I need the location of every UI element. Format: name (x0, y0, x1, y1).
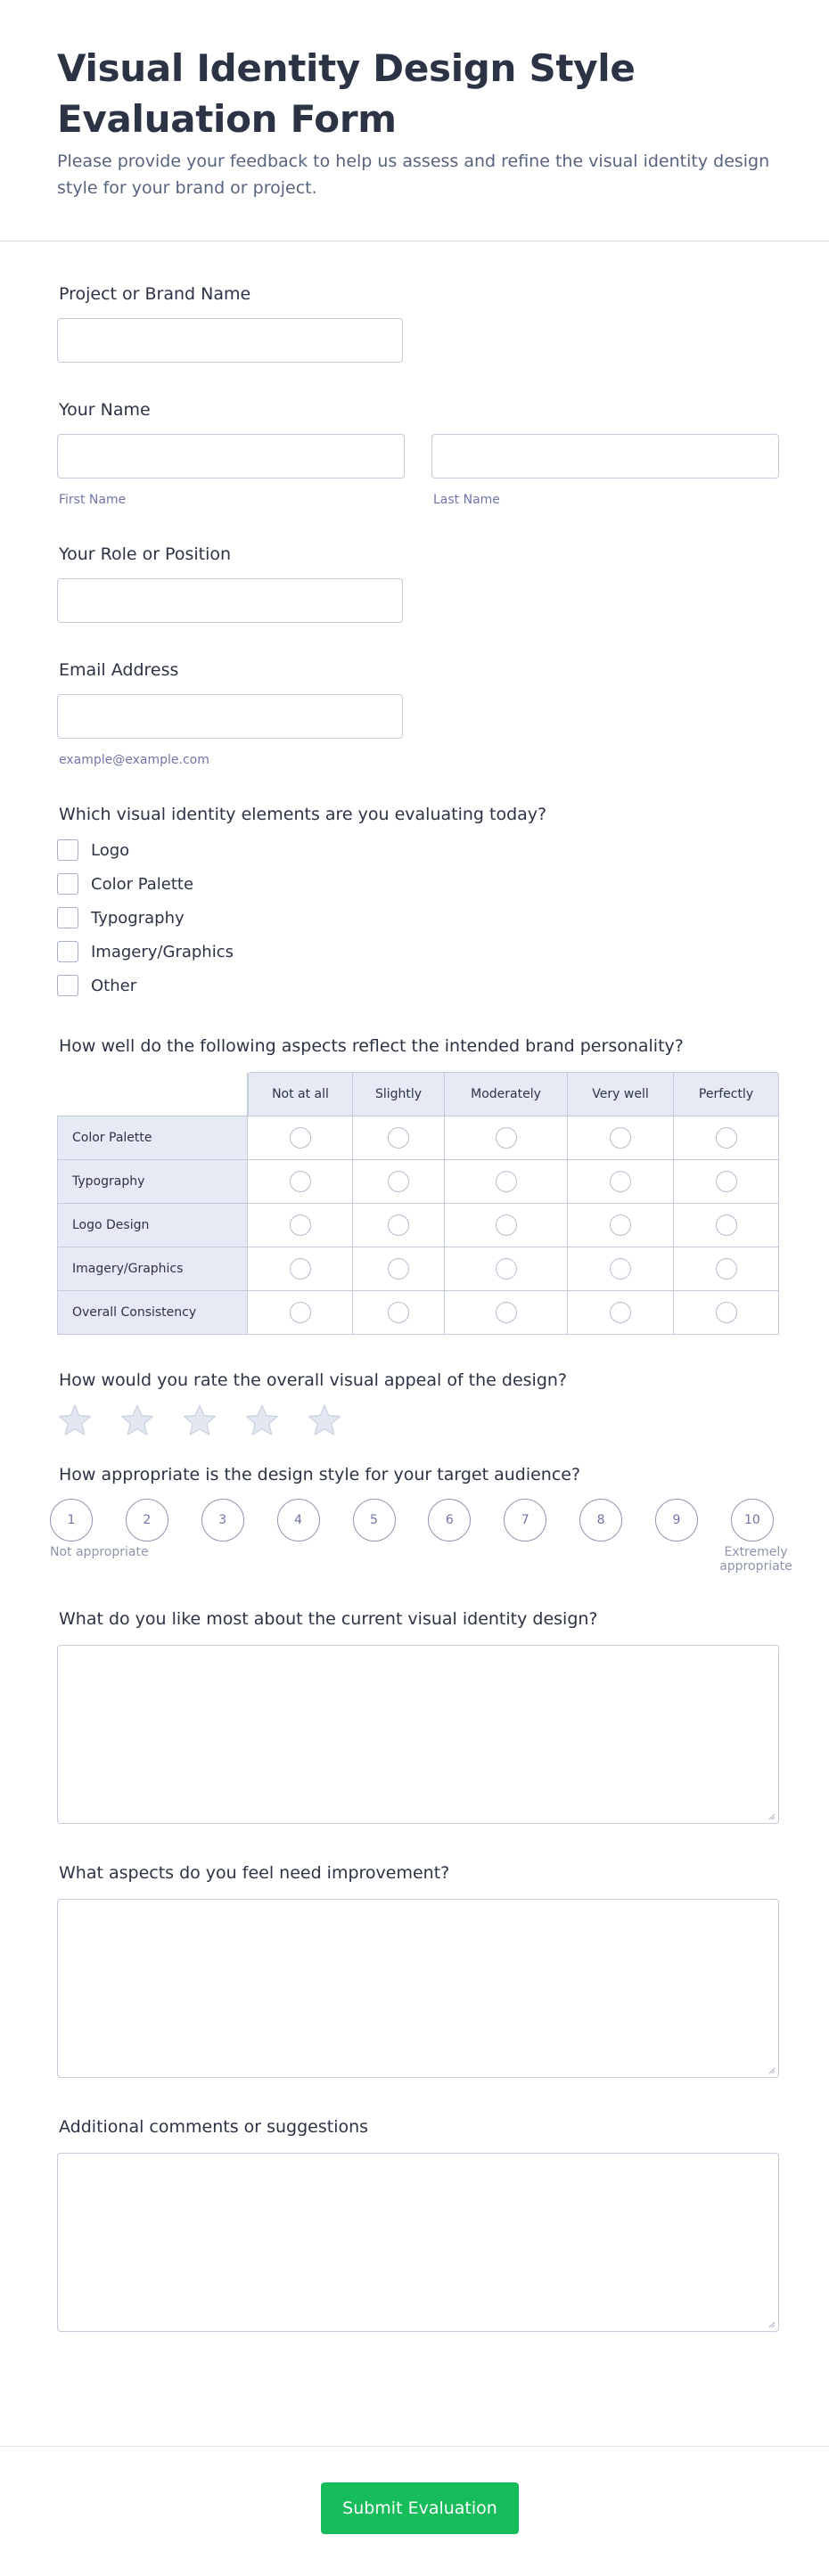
matrix-cell[interactable] (674, 1116, 779, 1160)
matrix-radio[interactable] (388, 1302, 409, 1323)
scale-max-label-line-2: appropriate (719, 1559, 792, 1574)
form-header (0, 0, 829, 241)
scale-option[interactable]: 3 (201, 1499, 244, 1542)
form-footer (0, 2446, 829, 2576)
matrix-radio[interactable] (388, 1214, 409, 1236)
matrix-cell[interactable] (248, 1204, 353, 1247)
project-field-group (57, 284, 779, 363)
matrix-cell[interactable] (674, 1204, 779, 1247)
improvement-textarea[interactable] (57, 1899, 779, 2078)
matrix-cell[interactable] (353, 1247, 445, 1291)
like-most-label: What do you like most about the current visual identity design? (59, 1609, 598, 1629)
last-name-input[interactable] (431, 434, 779, 478)
matrix-column-header: Moderately (445, 1072, 568, 1116)
checkbox[interactable] (57, 839, 78, 861)
checkbox-option-imagery[interactable] (57, 935, 779, 969)
role-field-group (57, 544, 779, 623)
scale-option[interactable]: 2 (126, 1499, 168, 1542)
name-field-group (57, 400, 779, 507)
scale-option[interactable]: 1 (50, 1499, 93, 1542)
matrix-radio[interactable] (496, 1214, 517, 1236)
matrix-row-label: Imagery/Graphics (57, 1247, 248, 1291)
matrix-row (57, 1204, 779, 1247)
project-input[interactable] (57, 318, 403, 363)
comments-label: Additional comments or suggestions (59, 2117, 369, 2137)
last-name-sublabel: Last Name (433, 493, 500, 507)
matrix-radio[interactable] (716, 1302, 737, 1323)
matrix-row (57, 1160, 779, 1204)
star-icon[interactable] (182, 1402, 218, 1438)
name-label: Your Name (59, 400, 151, 420)
matrix-cell[interactable] (353, 1116, 445, 1160)
checkbox-option-typography[interactable] (57, 901, 779, 935)
comments-field-group (57, 2117, 779, 2332)
email-input[interactable] (57, 694, 403, 739)
checkbox-label: Color Palette (91, 874, 194, 894)
matrix-column-header: Perfectly (674, 1072, 779, 1116)
checkbox-label: Other (91, 976, 137, 995)
star-icon[interactable] (307, 1402, 342, 1438)
email-label: Email Address (59, 660, 179, 680)
matrix-cell[interactable] (568, 1116, 674, 1160)
resize-grip-icon[interactable] (767, 1811, 776, 1820)
resize-grip-icon[interactable] (767, 2319, 776, 2328)
checkbox-label: Logo (91, 840, 130, 860)
scale-max-label-line-1: Extremely (724, 1545, 788, 1559)
checkbox[interactable] (57, 941, 78, 962)
elements-field-group (57, 805, 779, 1002)
matrix-radio[interactable] (610, 1302, 631, 1323)
matrix-field-group (57, 1036, 779, 1335)
scale-labels (50, 1545, 799, 1574)
matrix-row (57, 1291, 779, 1335)
improvement-field-group (57, 1863, 779, 2078)
project-label: Project or Brand Name (59, 284, 251, 304)
matrix-cell[interactable] (568, 1247, 674, 1291)
matrix-radio[interactable] (388, 1258, 409, 1280)
form-subtitle: Please provide your feedback to help us assess and refine the visual identity design style for your brand or project. (57, 151, 770, 198)
submit-button[interactable]: Submit Evaluation (321, 2482, 519, 2534)
scale-min-label: Not appropriate (50, 1545, 149, 1559)
matrix-radio[interactable] (610, 1171, 631, 1192)
matrix-radio[interactable] (496, 1127, 517, 1149)
rating-field-group (57, 1370, 779, 1438)
matrix-row-label: Logo Design (57, 1204, 248, 1247)
matrix-cell[interactable] (353, 1291, 445, 1335)
scale-label: How appropriate is the design style for your target audience? (59, 1465, 581, 1484)
resize-grip-icon[interactable] (767, 2065, 776, 2074)
checkbox-label: Typography (91, 908, 185, 928)
matrix-radio[interactable] (290, 1302, 311, 1323)
matrix-cell[interactable] (445, 1160, 568, 1204)
matrix-cell[interactable] (568, 1160, 674, 1204)
matrix-cell[interactable] (674, 1160, 779, 1204)
improvement-label: What aspects do you feel need improvement? (59, 1863, 450, 1883)
matrix-cell[interactable] (353, 1204, 445, 1247)
matrix-radio[interactable] (388, 1127, 409, 1149)
matrix-cell[interactable] (248, 1160, 353, 1204)
elements-label: Which visual identity elements are you evaluating today? (59, 805, 547, 824)
like-most-field-group (57, 1609, 779, 1824)
star-icon[interactable] (119, 1402, 155, 1438)
matrix-cell[interactable] (674, 1291, 779, 1335)
comments-textarea[interactable] (57, 2153, 779, 2332)
matrix-cell[interactable] (445, 1116, 568, 1160)
checkbox[interactable] (57, 975, 78, 996)
scale-field-group (50, 1465, 792, 1574)
matrix-column-header: Very well (568, 1072, 674, 1116)
first-name-sublabel: First Name (59, 493, 127, 507)
matrix-radio[interactable] (496, 1258, 517, 1280)
matrix-radio[interactable] (496, 1171, 517, 1192)
matrix-cell[interactable] (248, 1291, 353, 1335)
matrix-radio[interactable] (716, 1171, 737, 1192)
scale-option[interactable]: 7 (504, 1499, 546, 1542)
scale-option[interactable]: 6 (428, 1499, 471, 1542)
checkbox[interactable] (57, 907, 78, 928)
checkbox-label: Imagery/Graphics (91, 942, 234, 961)
matrix-cell[interactable] (568, 1291, 674, 1335)
matrix-row-label: Overall Consistency (57, 1291, 248, 1335)
matrix-corner (57, 1072, 248, 1116)
scale-option[interactable]: 8 (579, 1499, 622, 1542)
matrix-radio[interactable] (610, 1214, 631, 1236)
role-input[interactable] (57, 578, 403, 623)
matrix-radio[interactable] (290, 1258, 311, 1280)
form-title: Visual Identity Design Style Evaluation Form (57, 46, 636, 141)
scale-option[interactable]: 4 (277, 1499, 320, 1542)
matrix-cell[interactable] (248, 1116, 353, 1160)
matrix-radio[interactable] (290, 1171, 311, 1192)
email-field-group (57, 660, 779, 767)
scale-option[interactable]: 5 (353, 1499, 396, 1542)
matrix-radio[interactable] (388, 1171, 409, 1192)
matrix-radio[interactable] (290, 1214, 311, 1236)
scale-max-label (713, 1545, 799, 1574)
first-name-input[interactable] (57, 434, 405, 478)
checkbox-option-other[interactable] (57, 969, 779, 1002)
matrix-cell[interactable] (445, 1204, 568, 1247)
scale-rating (50, 1499, 774, 1542)
matrix-label: How well do the following aspects reflect the intended brand personality? (59, 1036, 684, 1056)
star-icon[interactable] (57, 1402, 93, 1438)
matrix-row-label: Color Palette (57, 1116, 248, 1160)
matrix-cell[interactable] (445, 1247, 568, 1291)
checkbox-option-logo[interactable] (57, 833, 779, 867)
matrix-cell[interactable] (568, 1204, 674, 1247)
like-most-textarea[interactable] (57, 1645, 779, 1824)
matrix-radio[interactable] (716, 1214, 737, 1236)
matrix-radio[interactable] (716, 1258, 737, 1280)
matrix-row-label: Typography (57, 1160, 248, 1204)
checkbox[interactable] (57, 873, 78, 895)
email-sublabel: example@example.com (59, 753, 209, 767)
matrix-cell[interactable] (353, 1160, 445, 1204)
form-body (0, 284, 829, 2332)
scale-option[interactable]: 9 (655, 1499, 698, 1542)
matrix-column-header: Not at all (248, 1072, 353, 1116)
scale-option[interactable]: 10 (731, 1499, 774, 1542)
matrix-cell[interactable] (674, 1247, 779, 1291)
checkbox-option-color-palette[interactable] (57, 867, 779, 901)
matrix-row (57, 1247, 779, 1291)
matrix-radio[interactable] (290, 1127, 311, 1149)
matrix-radio[interactable] (610, 1127, 631, 1149)
rating-label: How would you rate the overall visual appeal of the design? (59, 1370, 568, 1390)
matrix-radio[interactable] (716, 1127, 737, 1149)
matrix-header-row (57, 1072, 779, 1116)
matrix-radio[interactable] (496, 1302, 517, 1323)
matrix-cell[interactable] (445, 1291, 568, 1335)
star-rating (57, 1402, 779, 1438)
matrix-cell[interactable] (248, 1247, 353, 1291)
matrix-radio[interactable] (610, 1258, 631, 1280)
matrix-row (57, 1116, 779, 1160)
matrix-column-header: Slightly (353, 1072, 445, 1116)
matrix-table (57, 1072, 779, 1335)
star-icon[interactable] (244, 1402, 280, 1438)
role-label: Your Role or Position (59, 544, 232, 564)
